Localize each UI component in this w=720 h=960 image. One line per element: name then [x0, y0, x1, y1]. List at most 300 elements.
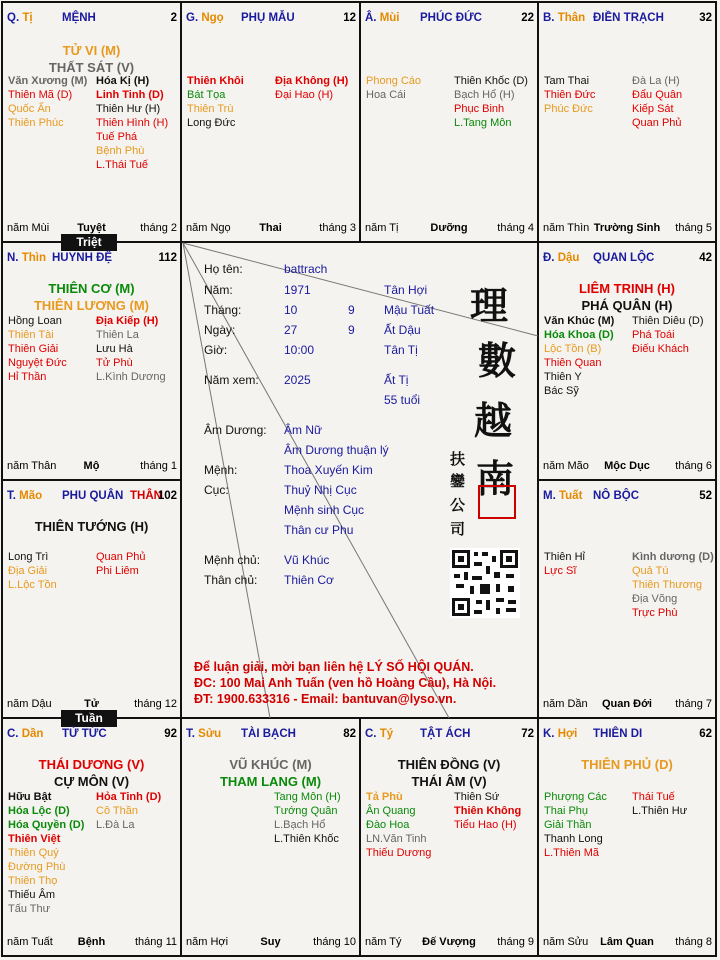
major-cycle-number: 112 — [158, 252, 177, 264]
palace-footer — [2, 460, 181, 474]
palace-name: NÔ BỘC — [593, 490, 639, 502]
palace-cell-ngo[interactable] — [181, 2, 360, 242]
small-char: 公 — [450, 496, 466, 514]
main-star: THAM LANG (M) — [219, 774, 322, 789]
minor-star: Phúc Đức — [544, 103, 593, 115]
info-label: Mệnh: — [204, 463, 238, 477]
branch-label — [365, 12, 400, 24]
major-cycle-number: 42 — [699, 252, 712, 264]
star-list-right — [454, 790, 521, 832]
main-star: THÁI DƯƠNG (V) — [38, 757, 145, 772]
palace-header — [360, 728, 538, 744]
minor-star: Kình dương (D) — [632, 551, 714, 563]
branch-char: Mão — [19, 490, 43, 502]
branch-char: Thân — [557, 12, 586, 24]
minor-star: Thai Phụ — [544, 805, 589, 817]
main-star: THIÊN ĐỒNG (V) — [397, 757, 501, 772]
stem-char: G. — [186, 12, 199, 24]
year-label: năm Tuất — [7, 936, 53, 948]
major-cycle-number: 22 — [521, 12, 534, 24]
small-char: 扶 — [450, 450, 466, 468]
main-star: THIÊN CƠ (M) — [48, 281, 135, 296]
info-lunar-value: 9 — [348, 323, 355, 337]
main-star: PHÁ QUÂN (H) — [581, 298, 673, 313]
life-stage: Đế Vượng — [422, 936, 476, 948]
star-list-right — [454, 74, 528, 130]
palace-header — [2, 490, 181, 506]
branch-label — [365, 728, 393, 740]
branch-char: Dậu — [557, 252, 580, 264]
info-value: 27 — [284, 323, 298, 337]
main-star: LIÊM TRINH (H) — [578, 281, 676, 296]
main-stars — [2, 42, 181, 76]
minor-star: Thiên Thương — [632, 579, 703, 591]
minor-star: Long Đức — [187, 117, 236, 129]
life-stage: Bệnh — [77, 936, 106, 948]
minor-star: Văn Khúc (M) — [544, 315, 615, 327]
contact-line: Để luận giải, mời bạn liên hệ LÝ SỐ HỘI QUÁN. — [194, 660, 474, 674]
minor-star: Địa Giải — [8, 565, 48, 577]
palace-name: TẬT ÁCH — [420, 728, 471, 740]
minor-star: Đẩu Quân — [632, 89, 683, 101]
star-list-left — [8, 74, 87, 130]
palace-cell-mui[interactable] — [360, 2, 538, 242]
palace-header — [538, 490, 716, 506]
stem-char: M. — [543, 490, 556, 502]
branch-label — [543, 252, 579, 264]
month-label: tháng 9 — [497, 936, 534, 948]
palace-cell-thin[interactable] — [2, 242, 181, 480]
minor-star: Thiếu Âm — [8, 889, 56, 901]
palace-header — [538, 12, 716, 28]
life-stage: Lâm Quan — [600, 936, 654, 948]
info-canchi: Tân Tị — [384, 343, 418, 357]
minor-star: Hóa Khoa (D) — [544, 329, 614, 341]
palace-name: MỆNH — [62, 12, 96, 24]
minor-star: L.Thiên Khốc — [274, 833, 339, 845]
palace-footer — [538, 460, 716, 474]
calligraphy-char: 越 — [474, 398, 513, 443]
info-canchi: 55 tuổi — [384, 393, 421, 407]
minor-star: Thiên Tài — [8, 329, 54, 341]
info-lunar-value: 9 — [348, 303, 355, 317]
palace-name: THIÊN DI — [593, 728, 643, 740]
main-stars — [538, 280, 716, 314]
stem-char: Â. — [365, 12, 377, 24]
life-stage: Dưỡng — [430, 222, 468, 234]
minor-star: Thiên Hỉ — [544, 551, 585, 563]
minor-star: L.Tang Môn — [454, 117, 512, 129]
year-label: năm Thân — [7, 460, 57, 472]
red-seal — [478, 485, 516, 519]
minor-star: Trực Phù — [632, 607, 678, 619]
minor-star: LN.Văn Tinh — [366, 833, 427, 845]
qr-code-icon — [450, 548, 520, 618]
palace-cell-mao[interactable] — [2, 480, 181, 718]
minor-star: Địa Võng — [632, 593, 678, 605]
minor-star: Long Trì — [8, 551, 49, 563]
contact-phone-email: ĐT: 1900.633316 - Email: bantuvan@lyso.vn. — [194, 692, 457, 706]
info-value: Âm Nữ — [284, 423, 323, 437]
info-label: Tháng: — [204, 303, 242, 317]
minor-star: Thiên Giải — [8, 343, 59, 355]
life-stage: Mộc Dục — [604, 460, 650, 472]
stem-char: N. — [7, 252, 19, 264]
month-label: tháng 2 — [140, 222, 177, 234]
month-label: tháng 8 — [675, 936, 712, 948]
minor-star: Thiên Diêu (D) — [632, 315, 704, 327]
palace-name: QUAN LỘC — [593, 252, 655, 264]
minor-star: Phá Toái — [632, 329, 675, 341]
month-label: tháng 7 — [675, 698, 712, 710]
year-label: năm Dần — [543, 698, 588, 710]
minor-star: Hữu Bật — [8, 791, 52, 803]
info-value: battrach — [284, 262, 328, 276]
minor-star: Quốc Ấn — [8, 103, 51, 115]
minor-star: Địa Không (H) — [275, 75, 349, 87]
info-label: Giờ: — [204, 343, 228, 357]
minor-star: Đại Hao (H) — [275, 89, 334, 101]
major-cycle-number: 12 — [343, 12, 356, 24]
main-star: THÁI ÂM (V) — [411, 774, 487, 789]
month-label: tháng 6 — [675, 460, 712, 472]
minor-star: L.Thái Tuế — [96, 159, 148, 171]
minor-star: Thanh Long — [544, 833, 603, 845]
palace-header — [181, 728, 360, 744]
stem-char: T. — [7, 490, 16, 502]
branch-label — [543, 12, 585, 24]
branch-label — [7, 490, 42, 502]
palace-cell-dan[interactable] — [2, 718, 181, 956]
main-star: THIÊN LƯƠNG (M) — [33, 298, 150, 313]
year-label: năm Mùi — [7, 222, 50, 234]
palace-header — [538, 728, 716, 744]
minor-star: Tướng Quân — [274, 805, 338, 817]
life-stage: Trường Sinh — [593, 222, 661, 234]
info-label: Họ tên: — [204, 262, 243, 276]
month-label: tháng 3 — [319, 222, 356, 234]
contact-address: ĐC: 100 Mai Anh Tuấn (ven hồ Hoàng Cầu), Hà Nội. — [194, 676, 497, 690]
minor-star: Thiên Hình (H) — [96, 117, 169, 129]
branch-label — [543, 490, 582, 502]
month-label: tháng 12 — [134, 698, 177, 710]
star-list-left — [8, 790, 84, 916]
info-canchi: Mậu Tuất — [384, 303, 435, 317]
minor-star: L.Đà La — [96, 819, 135, 831]
main-stars — [538, 756, 716, 773]
info-value: Vũ Khúc — [284, 553, 330, 567]
palace-cell-ty[interactable] — [360, 718, 538, 956]
branch-char: Tý — [379, 728, 394, 740]
stem-char: Q. — [7, 12, 20, 24]
palace-cell-tuat[interactable] — [538, 480, 716, 718]
palace-name: TÀI BẠCH — [241, 728, 296, 740]
minor-star: Phi Liêm — [96, 565, 139, 577]
minor-star: Đà La (H) — [632, 75, 680, 87]
branch-char: Hợi — [557, 728, 578, 740]
minor-star: Văn Xương (M) — [8, 75, 88, 87]
palace-header — [2, 728, 181, 744]
info-label: Năm: — [204, 283, 233, 297]
info-value: Mệnh sinh Cục — [284, 503, 365, 517]
branch-label — [7, 728, 43, 740]
branch-label — [186, 12, 224, 24]
star-list-left — [8, 550, 57, 592]
minor-star: Kiếp Sát — [632, 103, 674, 115]
star-list-right — [632, 550, 714, 620]
minor-star: Ân Quang — [366, 805, 416, 817]
minor-star: Tả Phù — [366, 791, 403, 803]
minor-star: Hỏa Tinh (D) — [96, 791, 162, 803]
major-cycle-number: 102 — [157, 490, 177, 502]
year-label: năm Mão — [543, 460, 589, 472]
minor-star: Bạch Hổ (H) — [454, 89, 515, 101]
palace-header — [2, 12, 181, 28]
star-list-right — [632, 74, 682, 130]
major-cycle-number: 32 — [699, 12, 712, 24]
star-list-left — [544, 790, 607, 860]
branch-label — [186, 728, 221, 740]
minor-star: Thiên Không — [454, 805, 522, 817]
palace-footer — [2, 698, 181, 712]
minor-star: Tang Môn (H) — [274, 791, 341, 803]
minor-star: L.Thiên Mã — [544, 847, 600, 859]
palace-cell-suu[interactable] — [181, 718, 360, 956]
minor-star: Thiên Y — [544, 371, 582, 383]
minor-star: Thái Tuế — [632, 791, 675, 803]
stem-char: T. — [186, 728, 195, 740]
branch-char: Sửu — [198, 728, 222, 740]
minor-star: Tấu Thư — [8, 903, 51, 915]
main-stars — [2, 280, 181, 314]
minor-star: Bác Sỹ — [544, 385, 579, 397]
minor-star: Đào Hoa — [366, 819, 410, 831]
info-value: 1971 — [284, 283, 311, 297]
main-stars — [2, 518, 181, 535]
palace-name: TỬ TỨC — [62, 728, 107, 740]
year-label: năm Thìn — [543, 222, 590, 234]
palace-footer — [360, 222, 538, 236]
palace-header — [181, 12, 360, 28]
info-label: Cục: — [204, 483, 229, 497]
star-list-left — [544, 550, 585, 578]
branch-char: Dần — [21, 728, 44, 740]
star-list-left — [8, 314, 67, 384]
minor-star: Hoa Cái — [366, 89, 406, 101]
life-stage: Quan Đới — [602, 698, 652, 710]
info-value: 10 — [284, 303, 298, 317]
minor-star: Tiểu Hao (H) — [454, 819, 517, 831]
year-label: năm Hợi — [186, 936, 229, 948]
calligraphy-char: 數 — [478, 338, 517, 383]
info-value: Thân cư Phu — [284, 523, 354, 537]
minor-star: Linh Tinh (D) — [96, 89, 164, 101]
info-value: 2025 — [284, 373, 311, 387]
minor-star: Địa Kiếp (H) — [96, 315, 159, 327]
star-list-right — [96, 550, 146, 578]
star-list-left — [366, 74, 421, 102]
palace-footer — [538, 936, 716, 950]
than-marker: THÂN — [130, 490, 162, 502]
palace-footer — [538, 222, 716, 236]
main-stars — [360, 756, 538, 790]
star-list-left — [544, 74, 595, 116]
minor-star: L.Bạch Hổ — [274, 819, 326, 831]
main-star: TỬ VI (M) — [62, 43, 121, 58]
star-list-right — [274, 790, 341, 846]
palace-name: ĐIỀN TRẠCH — [593, 12, 664, 24]
triet-tag: Triệt — [61, 234, 117, 251]
palace-footer — [360, 936, 538, 950]
minor-star: Quan Phủ — [96, 551, 146, 563]
minor-star: Nguyệt Đức — [8, 357, 67, 369]
palace-name: PHU QUÂN — [62, 490, 124, 502]
minor-star: Lực Sĩ — [544, 565, 577, 577]
info-value: Thoa Xuyến Kim — [284, 463, 373, 477]
info-value: Thuỷ Nhị Cục — [284, 483, 357, 497]
major-cycle-number: 62 — [699, 728, 712, 740]
minor-star: Thiên Quan — [544, 357, 602, 369]
minor-star: L.Thiên Hư — [632, 805, 688, 817]
month-label: tháng 1 — [140, 460, 177, 472]
info-label: Mệnh chủ: — [204, 553, 261, 567]
minor-star: Bệnh Phù — [96, 145, 145, 157]
minor-star: Hỉ Thần — [8, 371, 47, 383]
minor-star: Bát Tọa — [187, 89, 226, 101]
minor-star: Hồng Loan — [8, 315, 62, 327]
star-list-right — [632, 314, 704, 356]
palace-cell-than[interactable] — [538, 2, 716, 242]
palace-name: PHÚC ĐỨC — [420, 12, 482, 24]
tuan-tag: Tuần — [61, 710, 117, 727]
minor-star: Hóa Lộc (D) — [8, 805, 70, 817]
main-stars — [2, 756, 181, 790]
main-star: CỰ MÔN (V) — [53, 774, 130, 789]
palace-cell-ti[interactable] — [2, 2, 181, 242]
major-cycle-number: 92 — [164, 728, 177, 740]
minor-star: Thiên Khôi — [187, 75, 244, 87]
info-label: Âm Dương: — [204, 423, 267, 437]
minor-star: Thiên Trù — [187, 103, 234, 115]
branch-char: Tị — [22, 12, 33, 24]
minor-star: Thiên Việt — [8, 833, 61, 845]
star-list-left — [366, 790, 431, 860]
minor-star: Cô Thần — [96, 805, 138, 817]
month-label: tháng 11 — [134, 936, 177, 948]
info-canchi: Ất Tị — [384, 373, 409, 387]
main-star: VŨ KHÚC (M) — [229, 757, 312, 772]
minor-star: Quả Tú — [632, 565, 669, 577]
main-star: THIÊN TƯỚNG (H) — [34, 519, 149, 534]
minor-star: Đường Phù — [8, 861, 66, 873]
info-label: Thân chủ: — [204, 573, 258, 587]
stem-char: B. — [543, 12, 555, 24]
minor-star: Điếu Khách — [632, 343, 689, 355]
palace-name: HUYNH ĐỆ — [52, 252, 113, 264]
info-label: Ngày: — [204, 323, 236, 337]
small-char: 鑾 — [450, 472, 466, 490]
stem-char: C. — [365, 728, 377, 740]
minor-star: Phong Cáo — [366, 75, 422, 87]
palace-header — [538, 252, 716, 268]
main-star: THIÊN PHỦ (D) — [581, 757, 673, 772]
minor-star: Thiên Sứ — [454, 791, 500, 803]
minor-star: Tuế Phá — [96, 131, 138, 143]
info-canchi: Tân Hợi — [384, 283, 428, 297]
major-cycle-number: 72 — [521, 728, 534, 740]
palace-footer — [2, 222, 181, 236]
palace-footer — [2, 936, 181, 950]
info-label: Năm xem: — [204, 373, 259, 387]
star-list-right — [96, 790, 161, 832]
stem-char: C. — [7, 728, 19, 740]
year-label: năm Tị — [365, 222, 399, 234]
branch-char: Thìn — [21, 252, 46, 264]
palace-cell-dau[interactable] — [538, 242, 716, 480]
major-cycle-number: 52 — [699, 490, 712, 502]
minor-star: L.Kình Dương — [96, 371, 166, 383]
branch-label — [7, 252, 46, 264]
info-value: 10:00 — [284, 343, 315, 357]
palace-header — [360, 12, 538, 28]
branch-char: Ngọ — [201, 12, 224, 24]
minor-star: Thiên Đức — [544, 89, 596, 101]
life-stage: Tuyệt — [77, 222, 106, 234]
month-label: tháng 5 — [675, 222, 712, 234]
calligraphy-char: 南 — [476, 456, 515, 501]
minor-star: Thiên Mã (D) — [8, 89, 73, 101]
star-list-right — [96, 74, 168, 172]
minor-star: Giải Thần — [544, 819, 592, 831]
major-cycle-number: 2 — [170, 12, 177, 24]
main-star: THẤT SÁT (V) — [48, 60, 135, 75]
year-label: năm Sửu — [543, 936, 589, 948]
star-list-left — [187, 74, 244, 130]
info-value: Thiên Cơ — [284, 573, 334, 587]
minor-star: Phượng Các — [544, 791, 607, 803]
month-label: tháng 10 — [313, 936, 356, 948]
month-label: tháng 4 — [497, 222, 534, 234]
life-stage: Tử — [84, 698, 99, 710]
minor-star: Tử Phù — [96, 357, 133, 369]
year-label: năm Tý — [365, 936, 402, 948]
life-stage: Suy — [260, 936, 281, 948]
minor-star: Thiên Thọ — [8, 875, 58, 887]
star-list-right — [632, 790, 687, 818]
palace-name: PHỤ MẪU — [241, 12, 295, 24]
small-char: 司 — [450, 520, 466, 538]
star-list-left — [544, 314, 614, 398]
minor-star: Thiên La — [96, 329, 139, 341]
minor-star: L.Lộc Tồn — [8, 579, 57, 591]
life-stage: Mộ — [83, 460, 100, 472]
palace-cell-hoi[interactable] — [538, 718, 716, 956]
minor-star: Tam Thai — [544, 75, 590, 87]
year-label: năm Ngọ — [186, 222, 231, 234]
star-list-right — [96, 314, 166, 384]
stem-char: Đ. — [543, 252, 555, 264]
minor-star: Lưu Hà — [96, 343, 133, 355]
branch-char: Mùi — [379, 12, 400, 24]
star-list-right — [275, 74, 348, 102]
branch-label — [543, 728, 577, 740]
minor-star: Hóa Quyền (D) — [8, 819, 85, 831]
palace-footer — [181, 936, 360, 950]
year-label: năm Dậu — [7, 698, 52, 710]
minor-star: Quan Phủ — [632, 117, 682, 129]
branch-char: Tuất — [558, 490, 583, 502]
info-value: Âm Dương thuận lý — [284, 443, 389, 457]
